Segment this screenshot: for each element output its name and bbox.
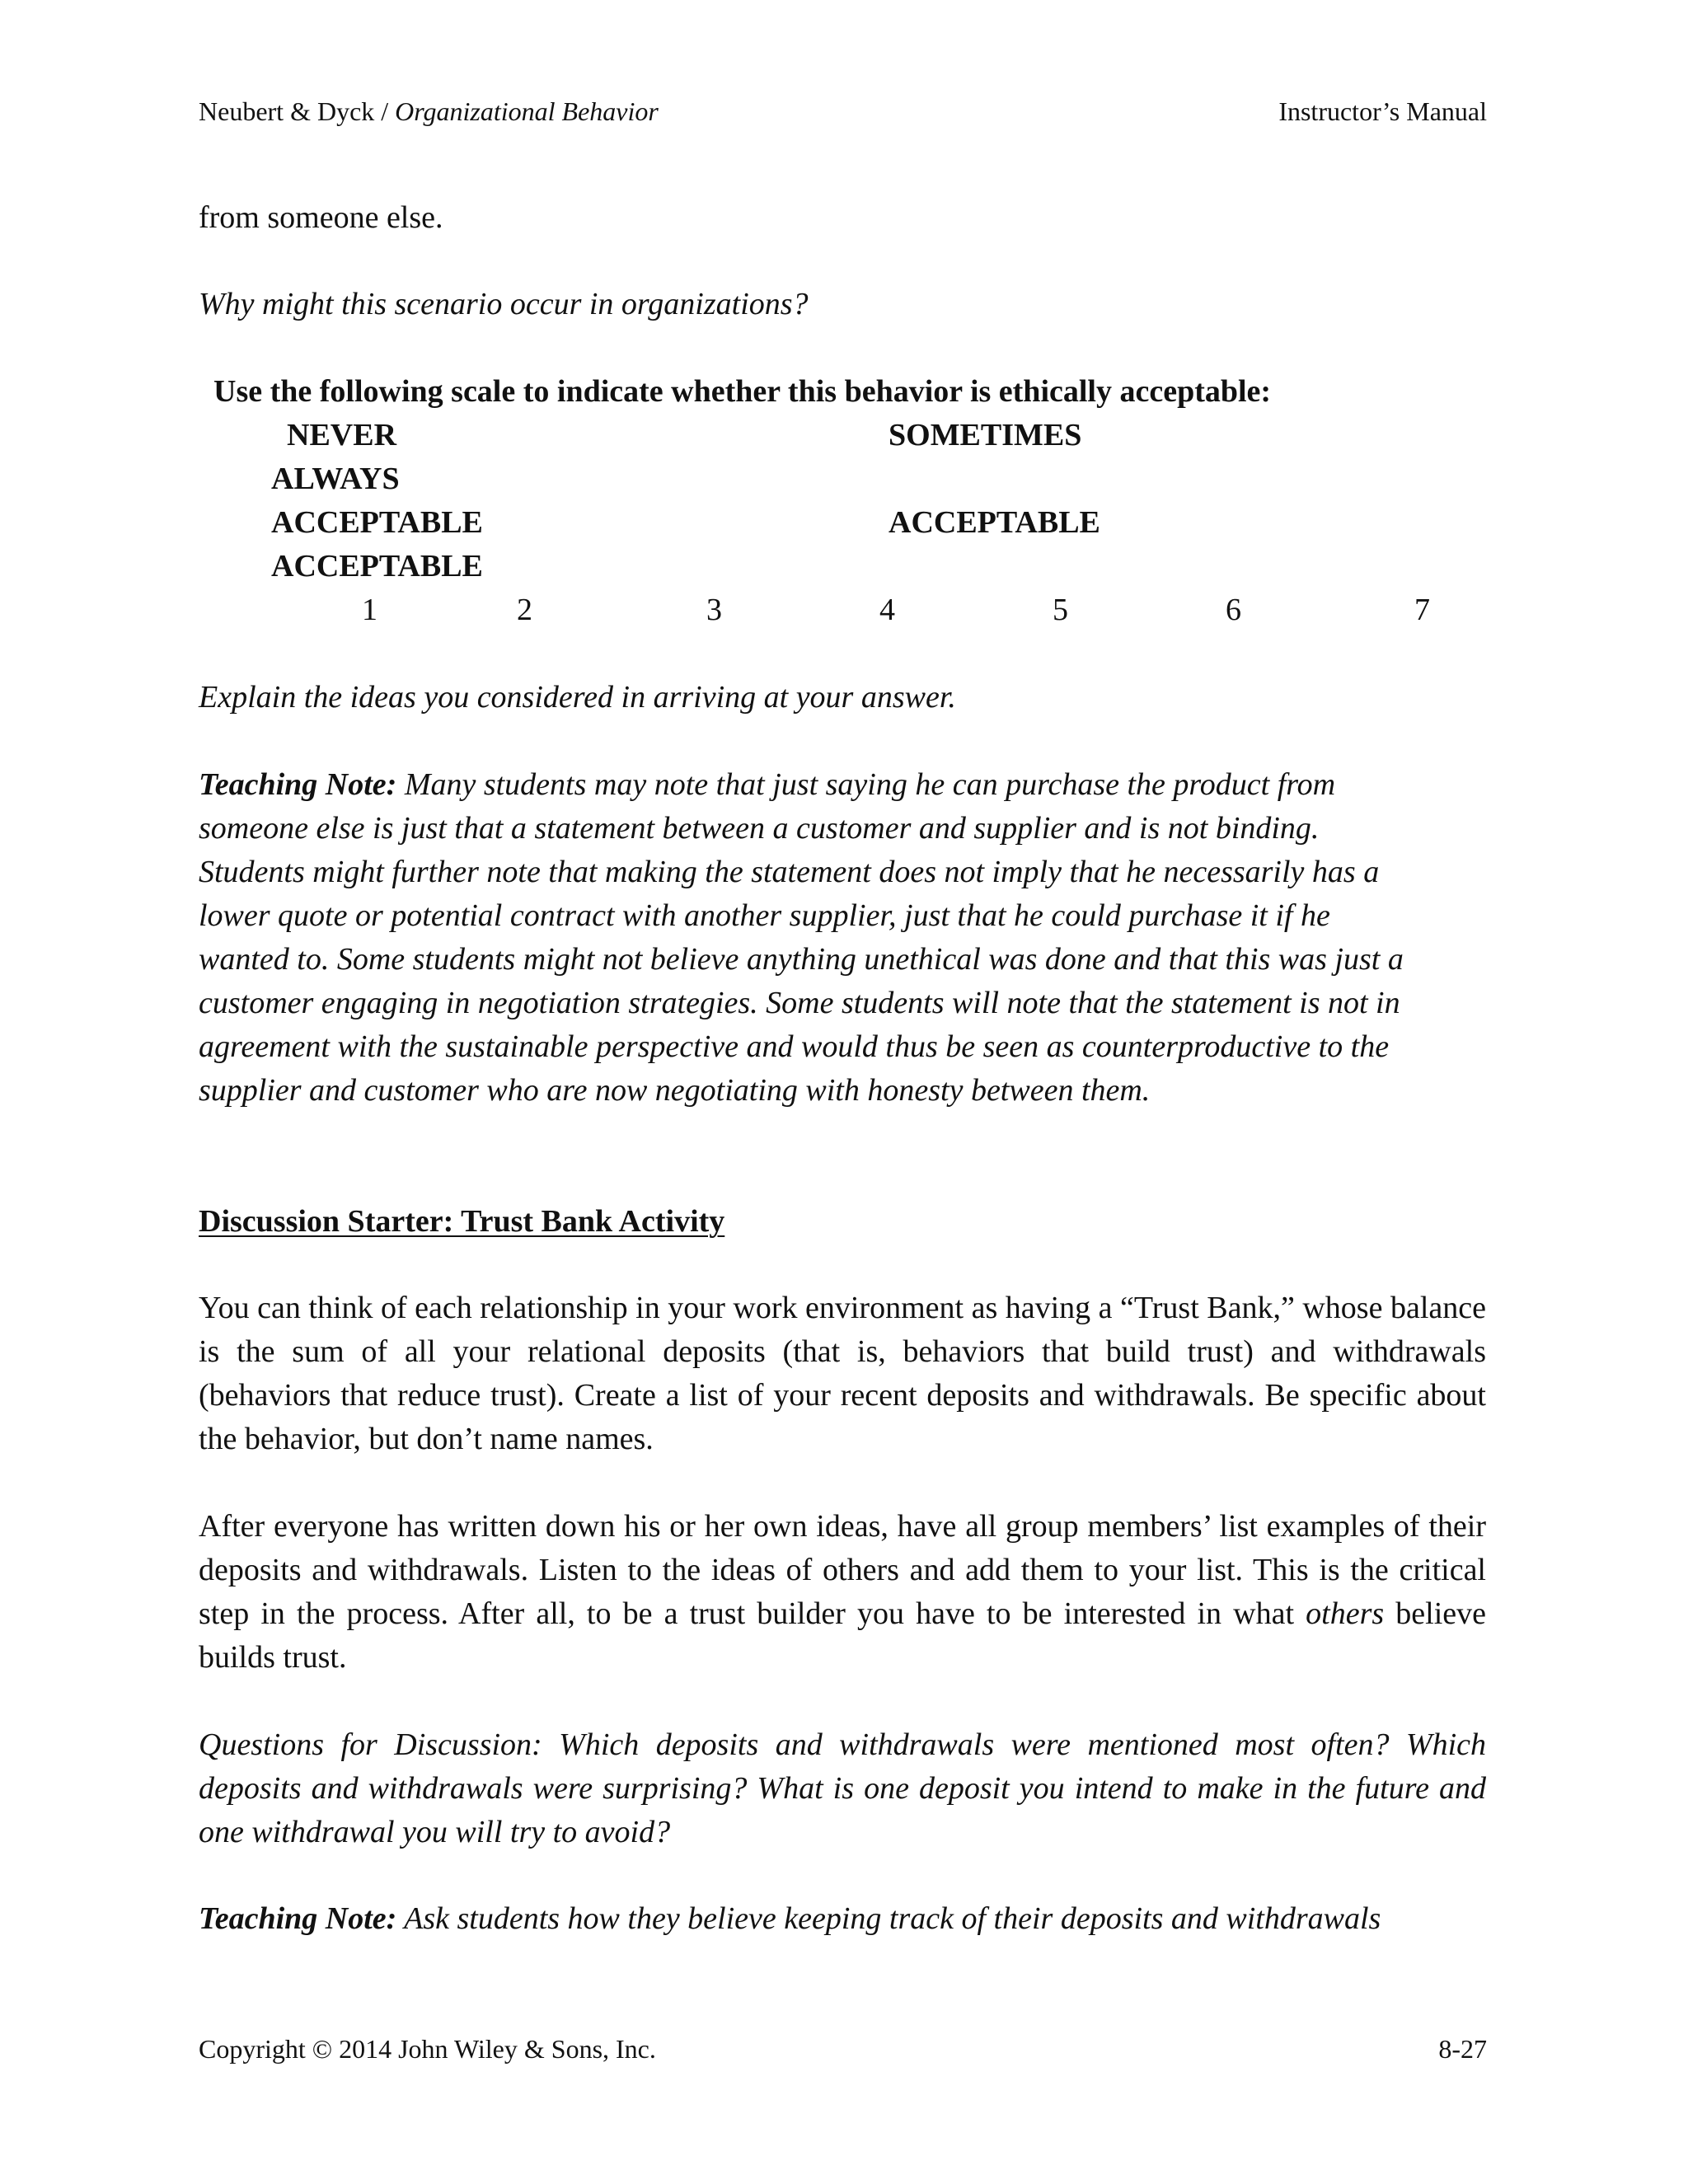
scale-always-label: ALWAYS	[271, 462, 400, 496]
teaching-note-2: Teaching Note: Ask students how they believe keeping track of their deposits and withdrawals	[199, 1901, 1381, 1936]
teaching-note-line: Students might further note that making the statement does not imply that he necessarily has a	[199, 855, 1380, 889]
scale-acceptable-label: ACCEPTABLE	[271, 549, 483, 583]
scale-number: 2	[517, 593, 532, 627]
header-authors: Neubert & Dyck /	[199, 96, 396, 126]
scale-instruction: Use the following scale to indicate whether this behavior is ethically acceptable:	[213, 374, 1272, 409]
teaching-note-line: supplier and customer who are now negotiating with honesty between them.	[199, 1073, 1151, 1108]
teaching-note-label: Teaching Note:	[199, 767, 397, 802]
group-activity-paragraph: After everyone has written down his or her own ideas, have all group members’ list examples of their deposits and withdrawals. Listen to the ideas of others and add them to your list. This is the critical step in the process. After all, to be a trust builder you have to be interested in what others believe builds trust.	[199, 1509, 1486, 1675]
scale-number: 4	[879, 593, 895, 627]
section-heading: Discussion Starter: Trust Bank Activity	[199, 1204, 725, 1239]
page-number: 8-27	[1438, 2034, 1487, 2064]
scale-number: 1	[362, 593, 377, 627]
scale-acceptable-label: ACCEPTABLE	[889, 505, 1100, 540]
scale-number: 3	[706, 593, 722, 627]
running-header-left	[199, 96, 659, 127]
trust-bank-paragraph: You can think of each relationship in your work environment as having a “Trust Bank,” whose balance is the sum of all your relational deposits (that is, behaviors that build trust) and withdrawals (behaviors that reduce trust). Create a list of your recent deposits and withdrawals. Be specific about the behavior, but don’t name names.	[199, 1291, 1486, 1456]
scale-number: 5	[1053, 593, 1068, 627]
teaching-note-line: lower quote or potential contract with another supplier, just that he could purchase it if he	[199, 898, 1330, 933]
scale-number: 7	[1414, 593, 1430, 627]
header-book-title: Organizational Behavior	[395, 96, 659, 126]
scale-sometimes-label: SOMETIMES	[889, 418, 1082, 452]
teaching-note-line: someone else is just that a statement between a customer and supplier and is not binding.	[199, 811, 1320, 846]
scenario-question: Why might this scenario occur in organizations?	[199, 287, 809, 321]
explain-prompt: Explain the ideas you considered in arriving at your answer.	[199, 680, 956, 715]
scale-never-label: NEVER	[287, 418, 397, 452]
scale-number: 6	[1226, 593, 1241, 627]
copyright-footer: Copyright © 2014 John Wiley & Sons, Inc.	[199, 2034, 656, 2064]
continuation-text: from someone else.	[199, 200, 443, 235]
emphasis-text: others	[1306, 1596, 1385, 1631]
teaching-note-line: Teaching Note: Many students may note that just saying he can purchase the product from	[199, 767, 1336, 802]
teaching-note-line: agreement with the sustainable perspective and would thus be seen as counterproductive to the	[199, 1029, 1390, 1064]
running-header-right: Instructor’s Manual	[1278, 96, 1487, 126]
teaching-note-line: wanted to. Some students might not believe anything unethical was done and that this was just a	[199, 942, 1404, 977]
teaching-note-line: customer engaging in negotiation strategies. Some students will note that the statement is not in	[199, 986, 1400, 1020]
teaching-note-label: Teaching Note:	[199, 1901, 397, 1936]
scale-acceptable-label: ACCEPTABLE	[271, 505, 483, 540]
discussion-questions: Questions for Discussion: Which deposits and withdrawals were mentioned most often? Which deposits and withdrawals were surprising? What is one deposit you intend to make in the future and one withdrawal you will try to avoid?	[199, 1727, 1486, 1849]
